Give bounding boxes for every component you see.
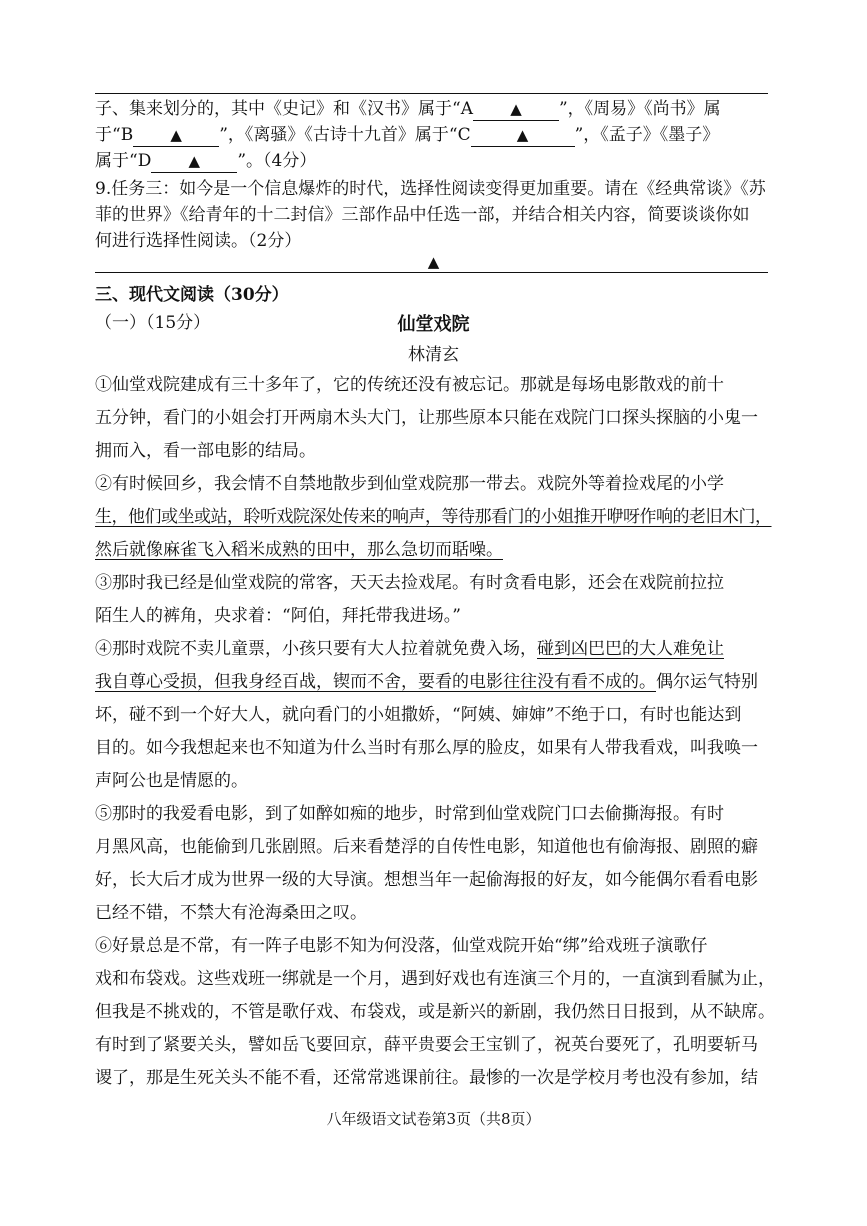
q8-text: ”，《周易》《尚书》属: [558, 99, 721, 119]
q8-line-3: [95, 148, 775, 174]
answer-line: [95, 272, 768, 273]
triangle-icon: ▲: [510, 100, 522, 118]
p5-line: 好，长大后才成为世界一级的大导演。想想当年一起偷海报的好友，如今能偶尔看看电影: [95, 870, 758, 890]
passage-title: 仙堂戏院: [397, 314, 470, 335]
p5-line: ⑤那时的我爱看电影，到了如醉如痴的地步，时常到仙堂戏院门口去偷撕海报。有时: [95, 804, 724, 824]
q8-line-1: [95, 96, 775, 122]
page-footer: 八年级语文试卷第3页（共8页）: [326, 1110, 541, 1128]
q8-text: ”，《孟子》《墨子》: [574, 125, 720, 145]
p4-underlined-text: 碰到凶巴巴的大人难免让: [537, 639, 724, 659]
q9-line-3: 何进行选择性阅读。（2分）: [95, 231, 302, 251]
passage-author: 林清玄: [408, 345, 459, 365]
p6-line: 有时到了紧要关头，譬如岳飞要回京，薛平贵要会王宝钏了，祝英台要死了，孔明要斩马: [95, 1035, 758, 1055]
answer-blank-a: [473, 98, 559, 121]
triangle-icon: ▲: [188, 152, 201, 170]
q8-text: 于“B: [95, 125, 134, 145]
q8-text: ”。（4分）: [237, 151, 317, 171]
p2-underlined-line: 生，他们或坐或站，聆听戏院深处传来的响声，等待那看门的小姐推开咿呀作响的老旧木门，: [95, 507, 772, 527]
p6-line: 但我是不挑戏的，不管是歌仔戏、布袋戏，或是新兴的新剧，我仍然日日报到，从不缺席。: [95, 1002, 775, 1022]
p5-line: 月黑风高，也能偷到几张剧照。后来看楚浮的自传性电影，知道他也有偷海报、剧照的癖: [95, 837, 758, 857]
q8-text: 属于“D: [95, 151, 152, 171]
answer-blank-b: [133, 124, 219, 147]
p1-line: 五分钟，看门的小姐会打开两扇木头大门，让那些原本只能在戏院门口探头探脑的小鬼一: [95, 408, 758, 428]
section-heading: 三、现代文阅读（30分）: [95, 285, 289, 305]
p6-line: 谡了，那是生死关头不能不看，还常常逃课前往。最惨的一次是学校月考也没有参加，结: [95, 1068, 758, 1088]
q8-text: ”，《离骚》《古诗十九首》属于“C: [219, 125, 471, 145]
p1-line: ①仙堂戏院建成有三十多年了，它的传统还没有被忘记。那就是每场电影散戏的前十: [95, 375, 724, 395]
p4-text: ④那时戏院不卖儿童票，小孩只要有大人拉着就免费入场，: [95, 639, 537, 659]
top-rule: [95, 93, 768, 94]
q9-line-2: 菲的世界》《给青年的十二封信》三部作品中任选一部，并结合相关内容，简要谈谈你如: [95, 205, 750, 225]
p3-line: ③那时我已经是仙堂戏院的常客，天天去捡戏尾。有时贪看电影，还会在戏院前拉拉: [95, 573, 724, 593]
p4-text: 偶尔运气特别: [656, 672, 758, 692]
p1-line: 拥而入，看一部电影的结局。: [95, 441, 316, 461]
answer-blank-d: [151, 150, 237, 173]
p5-line: 已经不错，不禁大有沧海桑田之叹。: [95, 903, 367, 923]
triangle-icon: ▲: [516, 126, 529, 144]
p3-line: 陌生人的裤角，央求着：“阿伯，拜托带我进场。”: [95, 606, 461, 626]
q8-text: 子、集来划分的，其中《史记》和《汉书》属于“A: [95, 99, 473, 119]
p2-line: ②有时候回乡，我会情不自禁地散步到仙堂戏院那一带去。戏院外等着捡戏尾的小学: [95, 474, 724, 494]
q9-line-1: 9.任务三：如今是一个信息爆炸的时代，选择性阅读变得更加重要。请在《经典常谈》《苏: [95, 179, 766, 199]
answer-blank-c: [471, 124, 575, 147]
p4-line-2: [95, 669, 775, 695]
p4-line: 坏，碰不到一个好大人，就向看门的小姐撒娇，“阿姨、婶婶”不绝于口，有时也能达到: [95, 705, 742, 725]
p4-line-1: [95, 636, 775, 662]
p4-underlined-text: 我自尊心受损，但我身经百战，锲而不舍，要看的电影往往没有看不成的。: [95, 672, 656, 692]
p6-line: ⑥好景总是不常，有一阵子电影不知为何没落，仙堂戏院开始“绑”给戏班子演歌仔: [95, 936, 708, 956]
q8-line-2: [95, 122, 775, 148]
triangle-icon: ▲: [170, 126, 182, 144]
p6-line: 戏和布袋戏。这些戏班一绑就是一个月，遇到好戏也有连演三个月的，一直演到看腻为止，: [95, 969, 775, 989]
triangle-icon: ▲: [427, 253, 440, 271]
p4-line: 目的。如今我想起来也不知道为什么当时有那么厚的脸皮，如果有人带我看戏，叫我唤一: [95, 738, 758, 758]
p4-line: 声阿公也是情愿的。: [95, 771, 248, 791]
p2-underlined-line: 然后就像麻雀飞入稻米成熟的田中，那么急切而聒噪。: [95, 540, 503, 560]
part-label: （一）（15分）: [95, 313, 211, 333]
